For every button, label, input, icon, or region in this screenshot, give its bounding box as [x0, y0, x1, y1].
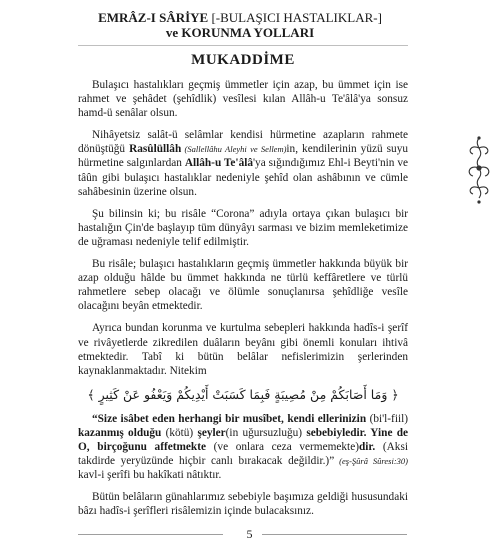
verse-reference: (eş-Şûrâ Sûresi:30): [334, 456, 408, 467]
header-title-bracket: [-BULAŞICI HASTALIKLAR-]: [211, 10, 382, 25]
quran-verse: ﴿ وَمَا أَصَابَكُمْ مِنْ مُصِيبَةٍ فَبِمَا كَسَبَتْ أَيْدِيكُمْ وَيَعْفُو عَنْ كَثِيرٍ ﴾: [87, 386, 399, 402]
paragraph-5: Ayrıca bundan korunma ve kurtulma sebepleri hakkında hadîs-i şerîf ve rivâyetlerde zikredilen duâların beyânı gibi önemli konuları ihtivâ etmektedir. Tabî ki bütün belâlar nefislerimizin şerlerinden kaynaklanmaktadır. Nitekim: [78, 322, 408, 377]
paragraph-6-translation: “Size isâbet eden herhangi bir musîbet, kendi ellerinizin (bi'l-fiil) kazanmış olduğu (kötü) şeyler(in uğursuzluğu) sebebiyledir. Yine de O, birçoğunu affetmekte (ve onlara ceza vermemekte)dir. (Aksi takdirde yeryüzünde hiçbir canlı bırakacak değildir.)” (eş-Şûrâ Sûresi:30) kavl-i şerîfi bu hakîkati nâtıktır.: [78, 412, 408, 482]
section-title: MUKADDİME: [191, 52, 295, 68]
floral-ornament-icon: [463, 136, 495, 206]
paragraph-1: Bulaşıcı hastalıkları geçmiş ümmetler için azap, bu ümmet için ise rahmet ve şehâdet (şehîdlik) vesîlesi kılan Allâh-u Te'âlâ'ya sonsuz hamd-ü senâlar olsun.: [78, 79, 408, 120]
paragraph-3: Şu bilinsin ki; bu risâle “Corona” adıyla ortaya çıkan bulaşıcı bir hastalığın Çin'de başlayıp tüm dünyâyı sarması ve bizim memleketimize de uğraması nedeniyle telif edilmiştir.: [78, 207, 408, 248]
paragraph-2: Nihâyetsiz salât-ü selâmlar kendisi hürmetine azapların rahmete dönüştüğü Rasûlüllâh (Sallellâhu Aleyhi ve Sellem)in, kendilerinin yüzü suyu hürmetine salgınlardan Allâh-u Te'âlâ'ya sığındığımız Ehl-i Beyti'nin ve tâûn gibi bulaşıcı hastalıklar nedeniyle şehîd olan ashâbının ve cümle sahâbesinin üzerine olsun.: [78, 129, 408, 198]
paragraph-7: Bütün belâların günahlarımız sebebiyle başımıza geldiği hususundaki bâzı hadîs-i şerîfleri risâlemizin içinde bulacaksınız.: [78, 491, 408, 518]
footer-rule-right: [262, 534, 407, 535]
body-text: [78, 78, 408, 526]
page-number: 5: [246, 527, 253, 541]
header-subtitle: ve KORUNMA YOLLARI: [165, 25, 315, 40]
header-title-bold: EMRÂZ-I SÂRİYE: [98, 10, 209, 25]
paragraph-4: Bu risâle; bulaşıcı hastalıkların geçmiş ümmetler hakkında büyük bir azap olduğu hâlde bu ümmet hakkında ne türlü keffâretlere ve türlü rahmetlere sebep olacağı ve ölümle sonuçlanırsa şehîdliğe vesîle olacağını beyân etmektedir.: [78, 258, 408, 313]
running-header: [60, 10, 420, 40]
header-divider: [78, 45, 408, 46]
